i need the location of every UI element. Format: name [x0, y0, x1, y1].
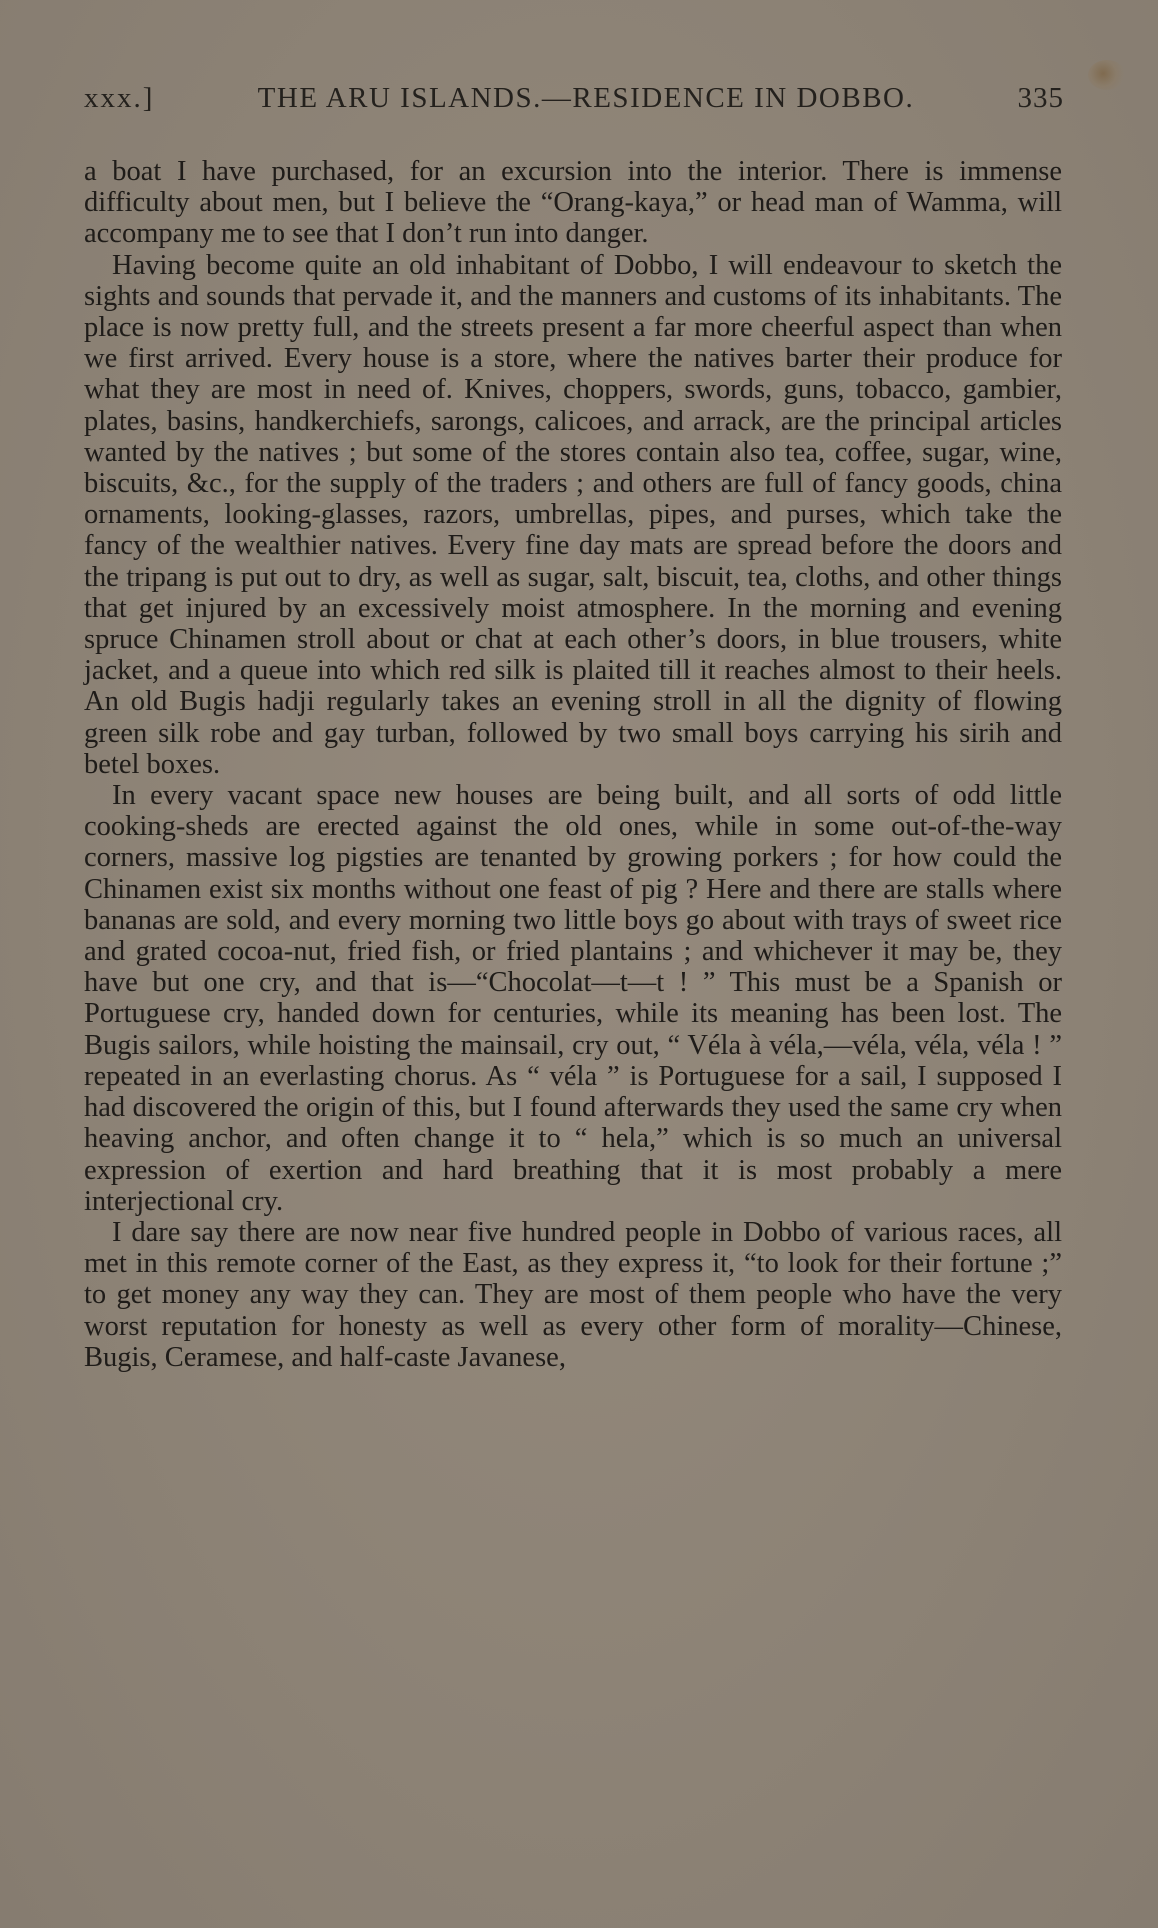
paragraph-vacant-space: In every vacant space new houses are being built, and all sorts of odd little cooking-sheds are erected against the old ones, while in some out-of-the-way corners, massive log pigsties are tenanted by growing porkers ; for how could the Chinamen exist six months without one feast of pig ? Here and there are stalls where bananas are sold, and every morning two little boys go about with trays of sweet rice and grated cocoa-nut, fried fish, or fried plantains ; and whichever it may be, they have but one cry, and that is—“Chocolat—t—t ! ” This must be a Spanish or Portuguese cry, handed down for centuries, while its meaning has been lost. The Bugis sailors, while hoisting the mainsail, cry out, “ Véla à véla,—véla, véla, véla ! ” repeated in an everlasting chorus. As “ véla ” is Portuguese for a sail, I supposed I had discovered the origin of this, but I found afterwards they used the same cry when heaving anchor, and often change it to “ hela,” which is so much an universal expression of exertion and hard breathing that it is most probably a mere interjectional cry.: [84, 780, 1062, 1217]
running-head: [84, 82, 1064, 122]
chapter-marker: xxx.]: [84, 82, 155, 114]
running-title: THE ARU ISLANDS.—RESIDENCE IN DOBBO.: [257, 82, 915, 114]
ink-smudge: [1088, 60, 1126, 90]
paragraph-five-hundred-people: I dare say there are now near five hundred people in Dobbo of various races, all met in this remote corner of the East, as they express it, “to look for their fortune ;” to get money any way they can. They are most of them people who have the very worst reputation for honesty as well as every other form of morality—Chinese, Bugis, Ceramese, and half-caste Javanese,: [84, 1216, 1062, 1373]
paragraph-continued: a boat I have purchased, for an excursion into the interior. There is immense difficulty about men, but I believe the “Orang-kaya,” or head man of Wamma, will accompany me to see that I don’t run into danger.: [84, 156, 1062, 250]
paragraph-dobbo-sights: Having become quite an old inhabitant of Dobbo, I will endeavour to sketch the sights and sounds that pervade it, and the manners and customs of its inhabitants. The place is now pretty full, and the streets present a far more cheerful aspect than when we first arrived. Every house is a store, where the natives barter their produce for what they are most in need of. Knives, choppers, swords, guns, tobacco, gambier, plates, basins, handkerchiefs, sarongs, calicoes, and arrack, are the principal articles wanted by the natives ; but some of the stores contain also tea, coffee, sugar, wine, biscuits, &c., for the supply of the traders ; and others are full of fancy goods, china ornaments, looking-glasses, razors, umbrellas, pipes, and purses, which take the fancy of the wealthier natives. Every fine day mats are spread before the doors and the tripang is put out to dry, as well as sugar, salt, biscuit, tea, cloths, and other things that get injured by an excessively moist atmosphere. In the morning and evening spruce Chinamen stroll about or chat at each other’s doors, in blue trousers, white jacket, and a queue into which red silk is plaited till it reaches almost to their heels. An old Bugis hadji regularly takes an evening stroll in all the dignity of flowing green silk robe and gay turban, followed by two small boys carrying his sirih and betel boxes.: [84, 249, 1062, 780]
body-text: [84, 156, 1062, 1373]
page-number: 335: [1017, 82, 1064, 114]
